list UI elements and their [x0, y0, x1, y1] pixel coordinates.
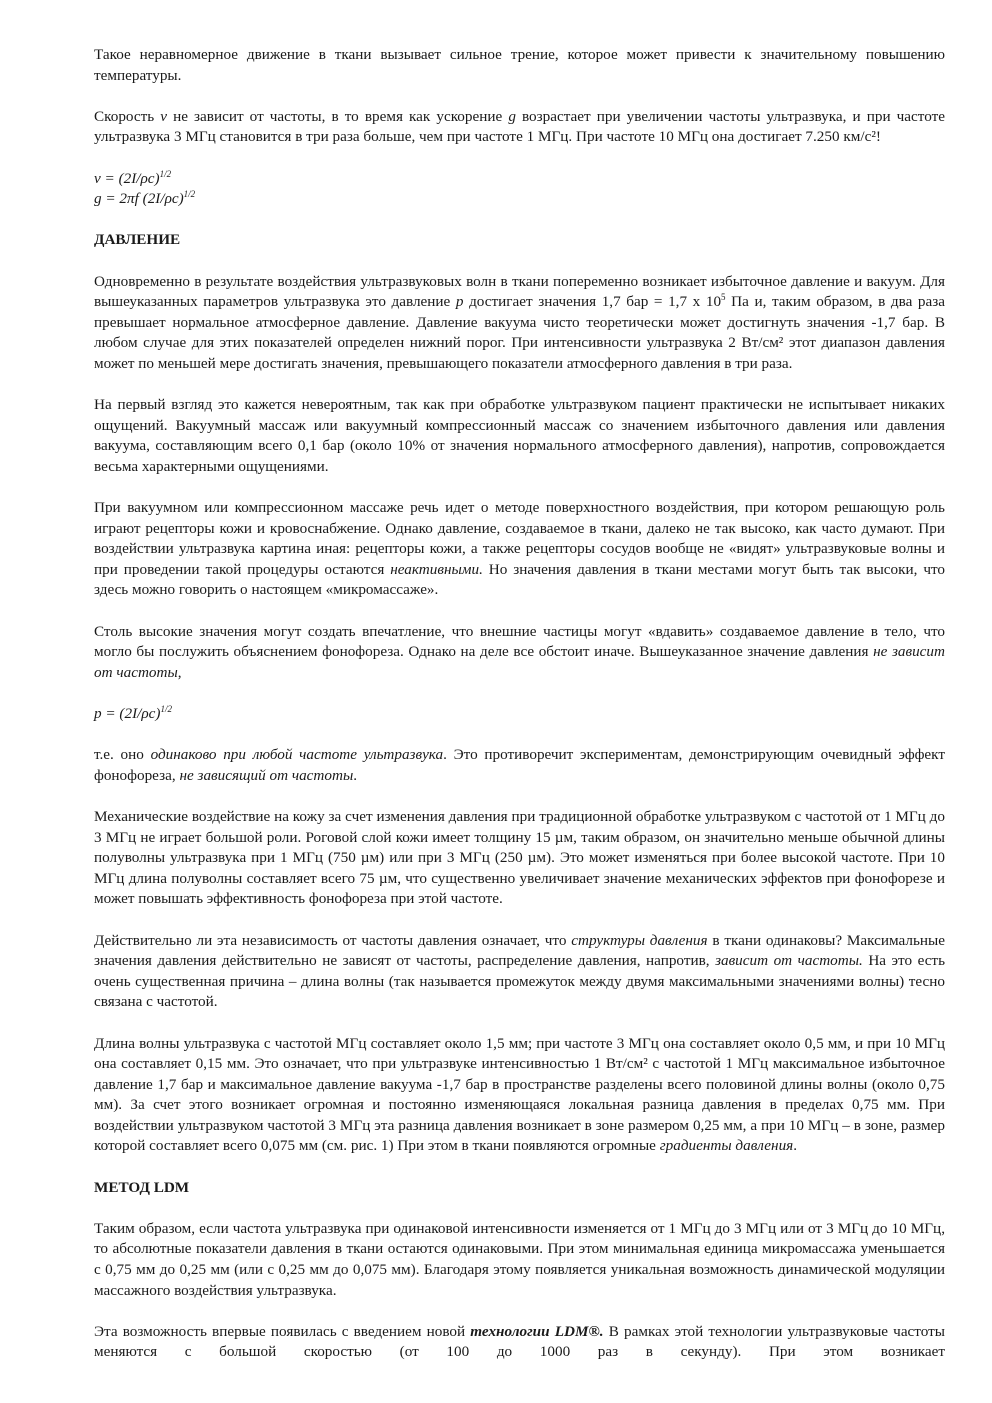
symbol-v: v — [160, 107, 168, 125]
text: Скорость — [94, 107, 161, 125]
emphasis: структуры давления — [571, 931, 708, 949]
emphasis-strong: технологии LDM®. — [470, 1322, 604, 1340]
emphasis: не зависящий от частоты — [179, 766, 354, 784]
text: Действительно ли эта независимость от частоты давления означает, что — [94, 931, 572, 949]
formula-exponent: 1/2 — [183, 189, 196, 200]
text: Но значения давления в ткани местами могут быть так высоки, что здесь можно говорить о настоящем «микромассаже». — [94, 560, 945, 599]
text: т.е. оно — [94, 746, 151, 764]
paragraph-velocity-acceleration — [94, 107, 945, 148]
paragraph-frequency-independence — [94, 745, 945, 786]
formula-base: p = (2I/ρc) — [94, 705, 161, 722]
formula-pressure — [94, 704, 945, 725]
symbol-g: g — [508, 107, 516, 125]
emphasis: неактивными. — [390, 560, 483, 578]
formula-base: v = (2I/ρc) — [94, 169, 160, 187]
paragraph-wavelength — [94, 1034, 945, 1158]
text: Па и, таким образом, в два раза превышает нормальное атмосферное давление. Давление вакуума чисто теоретически может достигнуть значения -1,7 бар. В любом случае для этих показателей определен нижний порог. При интенсивности ультразвука 2 Вт/см² этот диапазон давления может по меньшей мере достигать значения, превышающего показатели атмосферного давления в три раза. — [94, 293, 945, 372]
formula-base: g = 2πf (2I/ρc) — [94, 190, 184, 208]
formula-exponent: 1/2 — [160, 703, 172, 714]
formula-acceleration — [94, 189, 945, 210]
text: При вакуумном или компрессионном массаже речь идет о методе поверхностного воздействия, при котором решающую роль играют рецепторы кожи и кровоснабжение. Однако давление, создаваемое в ткани, далеко не так высоко, как часто думают. При воздействии ультразвука картина иная: рецепторы кожи, а также рецепторы сосудов вообще не «видят» ультразвуковые волны и при проведении такой процедуры остаются — [94, 499, 945, 578]
formula-velocity — [94, 169, 945, 190]
paragraph-pressure-structures — [94, 931, 945, 1013]
formula-exponent: 1/2 — [159, 168, 172, 179]
paragraph-phonophoresis — [94, 622, 945, 684]
text: возрастает при увеличении частоты ультразвука, и при частоте ультразвука 3 МГц становится в три раза больше, чем при частоте 1 МГц. При частоте 10 МГц она достигает 7.250 км/с²! — [94, 107, 945, 146]
text: В рамках этой технологии ультразвуковые частоты меняются с большой скоростью (от 100 до 1000 раз в секунду). При этом возникает — [94, 1322, 945, 1361]
symbol-p: p — [455, 293, 464, 311]
emphasis: одинаково при любой частоте ультразвука — [150, 746, 444, 764]
heading-pressure: ДАВЛЕНИЕ — [94, 231, 181, 249]
exponent: 5 — [721, 292, 726, 303]
text: . Это противоречит экспериментам, демонстрирующим очевидный эффект фонофореза, — [94, 746, 945, 784]
document-page — [94, 45, 945, 1384]
heading-ldm-method: МЕТОД LDM — [94, 1178, 190, 1196]
text: , — [177, 663, 182, 681]
text: Эта возможность впервые появилась с введением новой — [94, 1322, 471, 1340]
text: Длина волны ультразвука с частотой МГц составляет около 1,5 мм; при частоте 3 МГц она составляет около 0,5 мм, и при 10 МГц она составляет 0,15 мм. Это означает, что при ультразвуке интенсивностью 1 Вт/см² с частотой 1 МГц максимальное избыточное давление 1,7 бар и максимальное давление вакуума -1,7 бар в пространстве разделены всего половиной длины волны (около 0,75 мм). За счет этого возникает огромная и постоянно изменяющаяся локальная разница давления в пределах 0,75 мм. При воздействии ультразвуком частотой 3 МГц эта разница давления возникает в зоне размером 0,25 мм, а при 10 МГц – в зоне, размер которой составляет всего 0,075 мм (см. рис. 1) При этом в ткани появляются огромные — [94, 1034, 945, 1155]
text: Одновременно в результате воздействия ультразвуковых волн в ткани попеременно возникает избыточное давление и вакуум. Для вышеуказанных параметров ультразвука это давление — [94, 272, 945, 311]
paragraph-mechanical-effects: Механические воздействие на кожу за счет изменения давления при традиционной обработке ультразвуком с частотой от 1 МГц до 3 МГц не играет большой роли. Роговой слой кожи имеет толщину 15 µм, таким образом, он значительно меньше обычной длины полуволны ультразвука при 1 МГц (750 µм) или при 3 МГц (250 µм). Это может изменяться при более высокой частоте. При 10 МГц длина полуволны составляет всего 75 µм, что существенно увеличивает значение механических эффектов при фонофорезе и может повышать эффективность фонофореза при этой частоте. — [94, 807, 945, 908]
paragraph-sensation: На первый взгляд это кажется невероятным, так как при обработке ультразвуком пациент практически не испытывает никаких ощущений. Вакуумный массаж или вакуумный компрессионный массаж со значением избыточного давления или давления вакуума, составляющим всего 0,1 бар (около 10% от значения нормального атмосферного давления), напротив, сопровождается весьма характерными ощущениями. — [94, 396, 945, 475]
text: . — [793, 1137, 798, 1155]
text: в ткани одинаковы? Максимальные значения давления действительно не зависят от частоты, распределение давления, напротив, — [94, 931, 945, 970]
text: . — [353, 766, 358, 784]
paragraph-pressure-values — [94, 272, 945, 375]
paragraph-micromassage: Таким образом, если частота ультразвука при одинаковой интенсивности изменяется от 1 МГц до 3 МГц или от 3 МГц до 10 МГц, то абсолютные показатели давления в ткани остаются одинаковыми. При этом минимальная единица микромассажа уменьшается с 0,75 мм до 0,25 мм (или с 0,25 мм до 0,075 мм). Благодаря этому появляется уникальная возможность динамической модуляции массажного воздействия ультразвука. — [94, 1219, 945, 1299]
emphasis: не зависит от частоты — [94, 643, 945, 681]
paragraph-ldm-technology — [94, 1322, 945, 1363]
emphasis: градиенты давления — [659, 1137, 794, 1155]
emphasis: зависит от частоты. — [715, 952, 863, 970]
text: достигает значения 1,7 бар = 1,7 х 10 — [463, 293, 722, 311]
paragraph-friction: Такое неравномерное движение в ткани вызывает сильное трение, которое может привести к значительному повышению температуры. — [94, 46, 945, 84]
text: На это есть очень существенная причина – длина волны (так называется промежуток между двумя максимальными значениями волны) тесно связана с частотой. — [94, 952, 946, 1011]
text: не зависит от частоты, в то время как ускорение — [167, 107, 509, 125]
paragraph-vacuum-massage — [94, 498, 945, 601]
text: Столь высокие значения могут создать впечатление, что внешние частицы могут «вдавить» создаваемое давление в тело, что могло бы послужить объяснением фонофореза. Однако на деле все обстоит иначе. Вышеуказанное значение давления — [94, 622, 945, 661]
